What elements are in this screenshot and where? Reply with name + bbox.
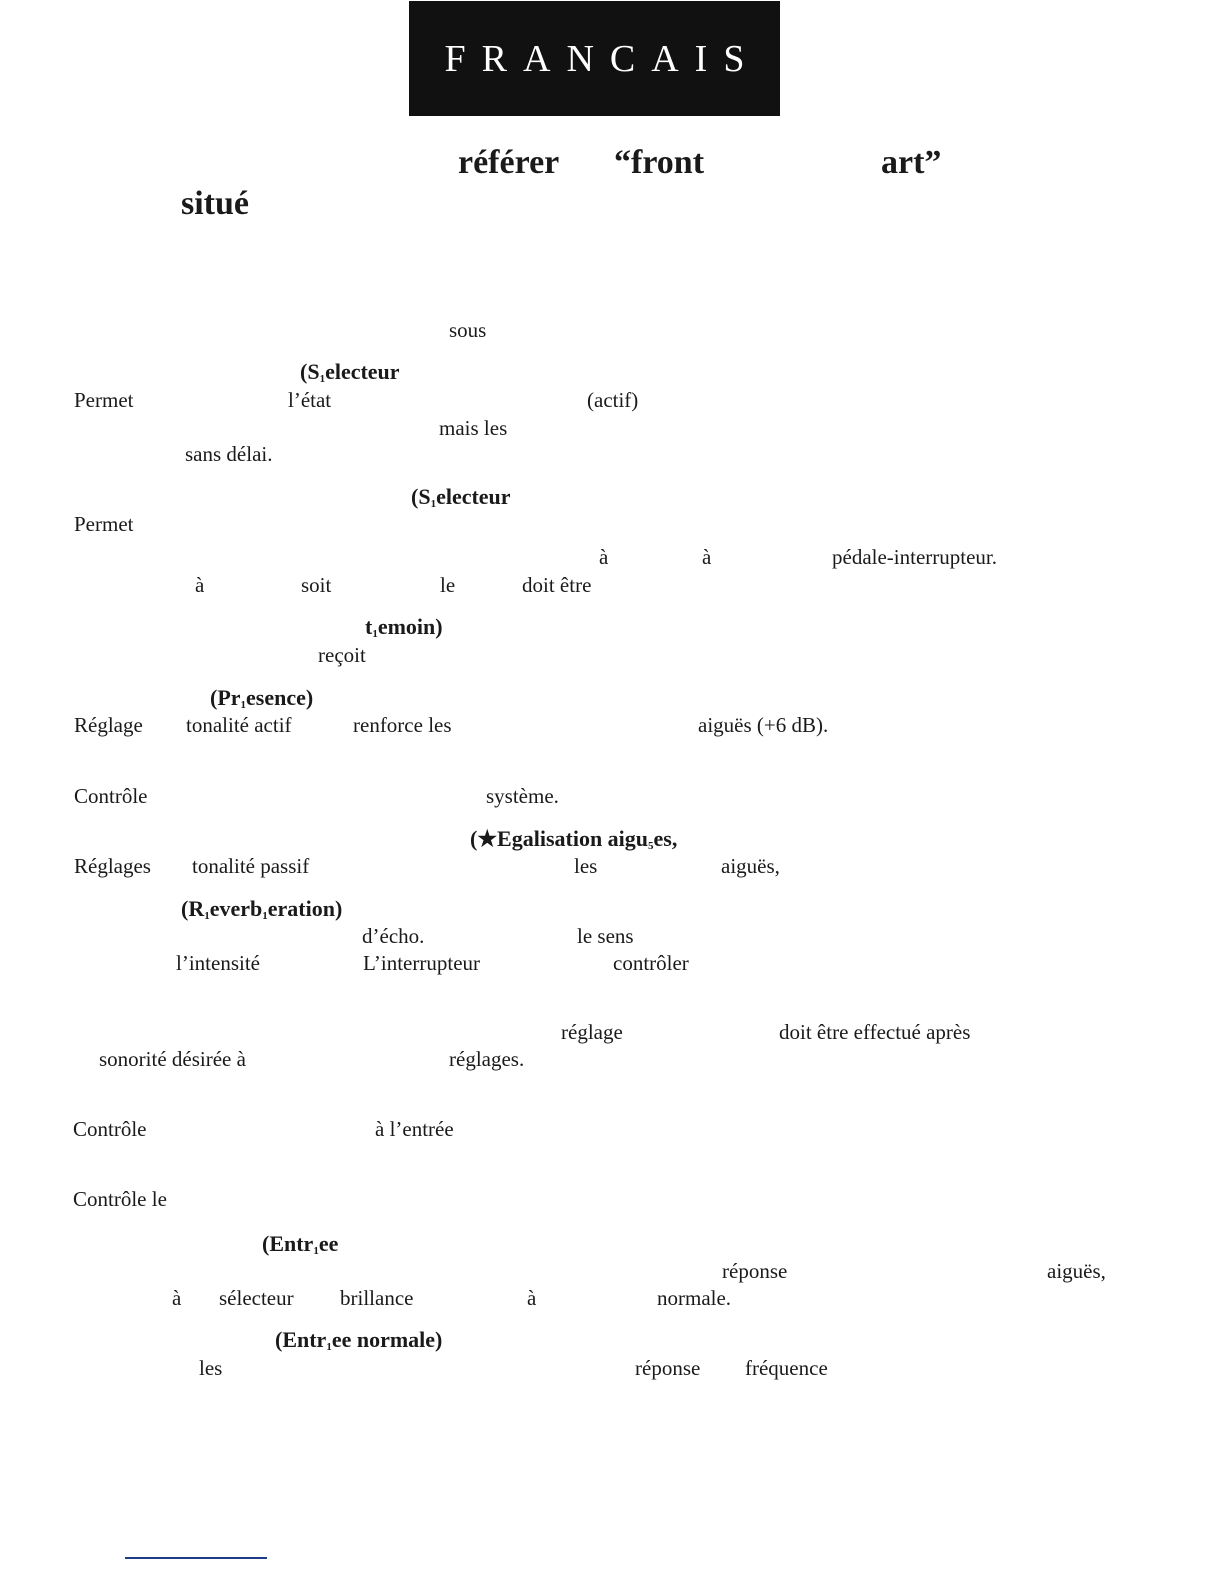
text-aigues-2: aiguës, [1047, 1259, 1106, 1283]
heading-word-referer: référer [458, 144, 560, 181]
text-tonalite-passif: tonalité passif [192, 854, 310, 878]
text-mais-les: mais les [439, 416, 508, 440]
text-le-sens: le sens [577, 924, 634, 948]
text-controle-le: Contrôle le [73, 1187, 167, 1211]
text-brillance: brillance [340, 1286, 414, 1310]
label-egalisation-aigues: (★Egalisation aigu$_5$es, [470, 826, 678, 852]
text-reglage-1: Réglage [74, 713, 143, 737]
footnote-rule [125, 1557, 267, 1559]
heading-word-front: “front [614, 144, 705, 181]
text-a-1: à [599, 545, 609, 569]
text-sans-delai: sans délai. [185, 442, 273, 466]
text-linterrupteur: L’interrupteur [363, 951, 481, 975]
text-selecteur: sélecteur [219, 1286, 294, 1310]
text-controler: contrôler [613, 951, 689, 975]
text-le: le [440, 573, 456, 597]
text-letat: l’état [288, 388, 332, 412]
label-selecteur-2: ($S_1electeur$ [411, 484, 511, 510]
label-entree-1: (Entr$_1$ee [262, 1231, 339, 1257]
text-les-2: les [199, 1356, 223, 1380]
text-normale: normale. [657, 1286, 732, 1310]
label-presence: $(Pr_1esence)$ [210, 685, 314, 711]
text-reponse-2: réponse [635, 1356, 701, 1380]
label-temoin: $t_1emoin$) [365, 614, 443, 640]
label-reverberation: $(R_1everb_1eration)$ [181, 896, 343, 922]
text-les-1: les [574, 854, 598, 878]
text-doit-etre: doit être [522, 573, 592, 597]
text-pedale-interrupteur: pédale-interrupteur. [832, 545, 998, 569]
text-tonalite-actif: tonalité actif [186, 713, 292, 737]
text-frequence: fréquence [745, 1356, 828, 1380]
text-soit: soit [301, 573, 332, 597]
text-controle-1: Contrôle [74, 784, 148, 808]
text-reglage-2: réglage [561, 1020, 623, 1044]
text-controle-2: Contrôle [73, 1117, 147, 1141]
text-a-4: à [172, 1286, 182, 1310]
text-renforce-les: renforce les [353, 713, 452, 737]
text-reglages-2: réglages. [449, 1047, 525, 1071]
text-a-2: à [702, 545, 712, 569]
text-systeme: système. [486, 784, 559, 808]
heading-word-situe: situé [181, 185, 249, 222]
label-entree-normale: (Entr$_1$ee normale) [275, 1327, 443, 1353]
heading-word-art: art” [881, 144, 942, 181]
text-lintensite: l’intensité [176, 951, 260, 975]
text-permet-1: Permet [74, 388, 134, 412]
text-a-lentree: à l’entrée [375, 1117, 454, 1141]
text-recoit: reçoit [318, 643, 366, 667]
text-reponse-1: réponse [722, 1259, 788, 1283]
text-sonorite-desiree: sonorité désirée à [99, 1047, 246, 1071]
text-permet-2: Permet [74, 512, 134, 536]
text-sous: sous [449, 318, 487, 342]
text-a-5: à [527, 1286, 537, 1310]
text-doit-etre-effectue: doit être effectué après [779, 1020, 971, 1044]
text-actif: (actif) [587, 388, 639, 412]
banner-title: FRANCAIS [444, 37, 761, 80]
text-aigues-1: aiguës, [721, 854, 780, 878]
label-selecteur-1: ($S_1electeur$ [300, 359, 400, 385]
text-aigues-6db: aiguës (+6 dB). [698, 713, 829, 737]
language-banner [409, 1, 780, 116]
text-reglages-1: Réglages [74, 854, 151, 878]
text-a-3: à [195, 573, 205, 597]
text-decho: d’écho. [362, 924, 425, 948]
